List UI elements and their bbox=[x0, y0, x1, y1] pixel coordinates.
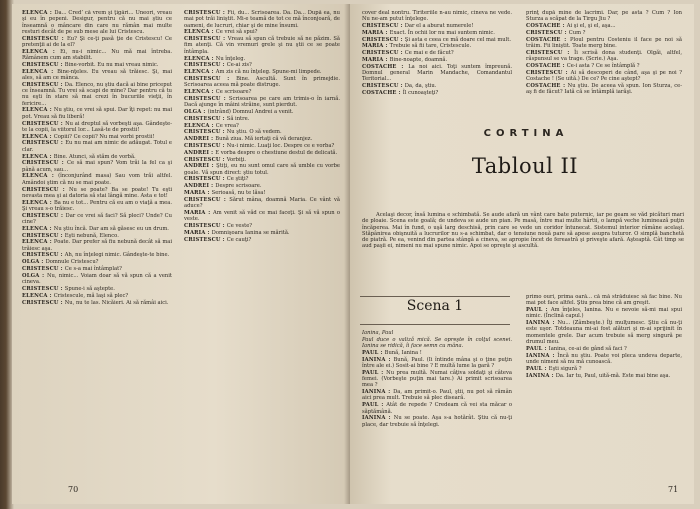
dialogue-line bbox=[22, 82, 172, 107]
dialogue-line bbox=[22, 10, 172, 35]
dialogue-line bbox=[184, 136, 340, 142]
speaker-name: CRISTESCU : bbox=[184, 236, 227, 243]
dialogue-line bbox=[22, 233, 172, 239]
dialogue-line bbox=[362, 337, 512, 350]
line-text: Ce mai e de făcut? bbox=[404, 50, 454, 57]
line-text: Bună ziua. Mă iertaţi că vă deranjez. bbox=[215, 136, 313, 143]
speaker-name: ELENCA : bbox=[22, 48, 61, 55]
speaker-name: CRISTESCU : bbox=[22, 35, 67, 42]
speaker-name: CRISTESCU : bbox=[22, 232, 65, 239]
speaker-name: CRISTESCU : bbox=[184, 223, 227, 229]
speaker-name: ANDREI : bbox=[184, 183, 216, 190]
line-text: cover deal nontru. Tiriteriile n-au nimic, cineva ne vede. Nu ne-am putut înţelege. bbox=[362, 10, 512, 23]
speaker-name: ANDREI : bbox=[184, 163, 217, 170]
speaker-name: IANINA : bbox=[526, 352, 558, 359]
line-text: Ce vrea? bbox=[215, 122, 239, 129]
line-text: Bună, Ianina ! bbox=[384, 349, 422, 356]
speaker-name: MARIA : bbox=[362, 57, 390, 64]
dialogue-line bbox=[22, 239, 172, 252]
dialogue-line bbox=[362, 370, 512, 389]
line-text: Sărut mâna, doamnă Maria. Ce vânt vă aduce? bbox=[184, 196, 340, 210]
speaker-name: CRISTESCU : bbox=[22, 160, 67, 167]
line-text: Exact. În ochii lor nu mai suntem nimic. bbox=[389, 29, 495, 36]
speaker-name: CRISTESCU : bbox=[22, 285, 65, 292]
line-text: Îi scrisă dona studenţi. Olgăi, altfel, răspunsul se va trage. (Scrie.) Aşa. bbox=[526, 49, 682, 63]
line-text: Şi asta e ceea ce mă doare cel mai mult. bbox=[404, 36, 511, 43]
speaker-name: COSTACHE : bbox=[526, 82, 568, 89]
speaker-name: IANINA : bbox=[362, 389, 394, 396]
speaker-name: ELENCA : bbox=[22, 292, 54, 299]
line-text: Vorbiţi. bbox=[226, 156, 247, 163]
speaker-name: CRISTESCU : bbox=[22, 252, 65, 259]
dialogue-line bbox=[526, 353, 682, 366]
dialogue-line bbox=[184, 69, 340, 75]
speaker-name: CRISTESCU : bbox=[526, 69, 571, 76]
dialogue-line bbox=[362, 10, 512, 23]
scena-rule-top bbox=[360, 296, 510, 297]
left-page bbox=[12, 4, 350, 504]
speaker-name: CRISTESCU : bbox=[22, 61, 65, 68]
dialogue-line bbox=[184, 183, 340, 189]
dialogue-line bbox=[22, 213, 172, 226]
line-text: Eu? Şi ce-ţi pasă ţie de Cristescu! Ce pretenţii ai de la el? bbox=[22, 35, 172, 48]
speaker-name: ANDREI : bbox=[184, 136, 216, 143]
line-text: Eu nu mai am nimic de adăugat. Totul e clar. bbox=[22, 140, 172, 153]
speaker-name: CRISTESCU : bbox=[184, 156, 227, 163]
line-text: Cum ? bbox=[568, 29, 586, 36]
line-text: Domnule Cristescu? bbox=[45, 259, 99, 266]
dialogue-line bbox=[22, 200, 172, 213]
line-text: Am zis că nu înţeleg. Spune-mi limpede. bbox=[215, 69, 322, 76]
line-text: Dar ce vrei să faci? Să pleci? Unde? Cu cine? bbox=[22, 212, 172, 225]
speaker-name: COSTACHE : bbox=[362, 90, 403, 97]
right-top-column-2 bbox=[526, 10, 682, 118]
line-text: Nu se poate. Aşa s-a hotărât. Ştiu că nu-ţi place, dar trebuie să înţelegi. bbox=[362, 415, 512, 428]
speaker-name: IANINA : bbox=[526, 372, 556, 379]
dialogue-line bbox=[22, 286, 172, 292]
line-text: Da, am primit-o. Paul, ştii, nu pot să rămân aici prea mult. Trebuie să plec diseară. bbox=[362, 389, 512, 402]
dialogue-line bbox=[526, 320, 682, 345]
line-text: Ce-i asta ? Ce se întâmplă ? bbox=[566, 62, 640, 69]
dialogue-line bbox=[362, 57, 512, 63]
line-text: Ah, nu înţelegi nimic. Gândeşte-te bine. bbox=[64, 252, 170, 259]
speaker-name: MARIA : bbox=[184, 190, 212, 197]
dialogue-line bbox=[22, 62, 172, 68]
line-text: Trebuie să fii tare, Cristescule. bbox=[389, 43, 472, 50]
dialogue-line bbox=[362, 30, 512, 36]
line-text: Eşti nebună, Elenco. bbox=[64, 232, 119, 239]
line-text: Bună, Paul. (Ii întinde mâna şi o ţine puţin între ale ei.) Sosit-ai bine ? E multă lume la gară ? bbox=[362, 356, 512, 369]
dialogue-line bbox=[362, 350, 512, 356]
line-text: Nu, nimic... Voiam doar să vă spun că a venit cineva. bbox=[22, 272, 172, 286]
speaker-name: CRISTESCU : bbox=[362, 83, 405, 90]
line-text: La noi aici. Toţi suntem împreună. Domnul general Marin Mandache, Comandantul Teritorial... bbox=[362, 63, 512, 83]
tablou-intro: Acelaşi decor, însă lumina e schimbată. Se aude afară un vânt care bate puternic, iar pe geam se văd picături mari de ploaie. Scena este goală; de undeva se aude un pian. Pe masă, între mai multe hârtii, o lampă veche luminează puţin încăperea. Mai în fund, o uşă larg deschisă, prin care se vede un coridor întunecat. Sistemul interior rămâne acelaşi. Stăpânirea obişnuită a lucrurilor nu s-a schimbat, dar o tensiune nouă pare să apese asupra tuturor. O simplă banchetă de piatră. Pe ea, venind din partea stângă a cineva, se apropie încet de fereastră şi priveşte afară. Aşteaptă. Cât timp se aud paşii ei, nimeni nu mai spune nimic. Apoi se opreşte şi ascultă. bbox=[362, 212, 684, 250]
line-text: Nu înţeleg. bbox=[215, 55, 246, 62]
speaker-name: CRISTESCU : bbox=[22, 120, 66, 127]
line-text: Bine. Atunci, să stăm de vorbă. bbox=[53, 153, 136, 160]
dialogue-line bbox=[184, 210, 340, 223]
speaker-name: ELENCA : bbox=[184, 69, 216, 76]
speaker-name: CRISTESCU : bbox=[526, 49, 575, 56]
line-text: Ai şi el, şi el, aşa... bbox=[566, 23, 616, 30]
line-text: Nu, nu te las. Nicăieri. Ai să rămâi aici. bbox=[64, 299, 169, 306]
dialogue-line bbox=[526, 30, 682, 36]
dialogue-line bbox=[22, 273, 172, 286]
dialogue-line bbox=[362, 389, 512, 402]
dialogue-line bbox=[22, 160, 172, 173]
dialogue-line bbox=[362, 402, 512, 415]
line-text: Ce cauţi? bbox=[226, 236, 252, 243]
speaker-name: MARIA : bbox=[362, 29, 390, 36]
line-text: Da... Credʼ că vrem şi ţigări... Uneori, vreau şi eu în pepeni. Desigur, pentru că nu mai ştiu ce înseamnă o mâncare din care nu rămân mai multe resturi decât de pe sub mese ale lui Cristescu. bbox=[22, 10, 172, 35]
speaker-name: ELENCA : bbox=[22, 68, 58, 75]
dialogue-line bbox=[184, 36, 340, 55]
dialogue-line bbox=[184, 96, 340, 109]
speaker-name: ELENCA : bbox=[22, 153, 54, 160]
speaker-name: PAUL : bbox=[362, 349, 385, 356]
speaker-name: ELENCA : bbox=[184, 122, 216, 129]
line-text: Da. Iar tu, Paul, uită-mă. Este mai bine aşa. bbox=[555, 372, 671, 379]
line-text: (intrând) Domnul Andrei a venit. bbox=[207, 108, 294, 115]
line-text: Ce ştiţi? bbox=[226, 176, 249, 183]
line-text: Am înţeles, Ianina. Nu e nevoie să-mi mai spui nimic. (Înclină capul.) bbox=[526, 307, 682, 320]
line-text: Ei, nu-i nimic... Nu mă mai întreba. Rămânem cum am stabilit. bbox=[22, 48, 172, 62]
line-text: Ploul pentru Costeniu il face pe noi să trăim. Fii liniştit. Toate merg bine. bbox=[526, 36, 682, 49]
dialogue-line bbox=[362, 23, 512, 29]
dialogue-line bbox=[184, 190, 340, 196]
dialogue-line bbox=[22, 266, 172, 272]
speaker-name: CRISTESCU : bbox=[526, 29, 569, 36]
speaker-name: CRISTESCU : bbox=[22, 212, 66, 219]
line-text: Cristescule, mă laşi să plec? bbox=[53, 292, 129, 299]
speaker-name: ELENCA : bbox=[22, 225, 54, 232]
speaker-name: OLGA : bbox=[184, 108, 208, 115]
line-text: Nu prea multă. Numai câţiva soldaţi şi câteva femei. (Vorbeşte puţin mai tare.) Ai primit scrisoarea mea ? bbox=[362, 369, 512, 389]
right-scene-column-1 bbox=[362, 330, 512, 480]
speaker-name: CRISTESCU : bbox=[184, 196, 230, 203]
dialogue-line bbox=[22, 140, 172, 153]
dialogue-line bbox=[184, 89, 340, 95]
speaker-name: PAUL : bbox=[526, 307, 551, 314]
speaker-name: ELENCA : bbox=[184, 55, 216, 62]
line-text: Vreau să spun că trebuie să ne păzim. Să fim atenţi. Că vin vremuri grele şi nu ştii ce se poate întâmpla. bbox=[184, 36, 340, 55]
speaker-name: CRISTESCU : bbox=[184, 62, 227, 69]
dialogue-line bbox=[184, 62, 340, 68]
line-text: Da, da, ştiu. bbox=[404, 83, 437, 90]
speaker-name: CRISTESCU : bbox=[184, 95, 229, 102]
dialogue-line bbox=[362, 330, 512, 336]
line-text: Ce vrei să spui? bbox=[215, 29, 258, 36]
speaker-name: ELENCA : bbox=[184, 29, 216, 36]
line-text: Dar el a aburat numerele! bbox=[404, 23, 474, 30]
speaker-name: ELENCA : bbox=[22, 107, 54, 114]
speaker-name: COSTACHE : bbox=[526, 23, 567, 30]
dialogue-line bbox=[22, 154, 172, 160]
page-number-right: 71 bbox=[668, 485, 679, 494]
dialogue-line bbox=[22, 121, 172, 134]
dialogue-line bbox=[184, 56, 340, 62]
speaker-name: PAUL : bbox=[362, 402, 387, 409]
dialogue-line bbox=[22, 173, 172, 186]
dialogue-line bbox=[22, 226, 172, 232]
line-text: Fii, du... Scrisoarea. Da. Da... După ea, nu mai pot trăi liniştit. Mi-e teamă de tot ce mă înconjoară, de oameni, de lucruri, chiar şi de mine însumi. bbox=[184, 10, 340, 29]
dialogue-line bbox=[526, 10, 682, 23]
dialogue-line bbox=[184, 157, 340, 163]
speaker-name: ELENCA : bbox=[22, 239, 54, 246]
speaker-name: MARIA : bbox=[184, 229, 212, 236]
speaker-name: CRISTESCU : bbox=[22, 266, 65, 273]
scena-rule-bottom bbox=[360, 324, 510, 325]
speaker-name: IANINA : bbox=[526, 320, 558, 327]
dialogue-line bbox=[526, 83, 682, 96]
dialogue-line bbox=[184, 123, 340, 129]
speaker-name: CRISTESCU : bbox=[184, 36, 228, 43]
line-text: Nu se poate? Ba se poate! Tu eşti nevasta mea şi ai datoria să stai lângă mine. Asta e tot! bbox=[22, 186, 172, 199]
speaker-name: CRISTESCU : bbox=[22, 186, 69, 193]
speaker-name: ELENCA : bbox=[22, 173, 59, 180]
dialogue-line bbox=[184, 143, 340, 149]
speaker-name: CRISTESCU : bbox=[184, 129, 227, 136]
left-column-1 bbox=[22, 10, 172, 480]
dialogue-line bbox=[22, 187, 172, 200]
dialogue-line bbox=[184, 10, 340, 29]
dialogue-line bbox=[184, 129, 340, 135]
line-text: Ianina, ce-ai de gând să faci ? bbox=[548, 345, 627, 352]
line-text: prinţ după mine de lacrimi. Dar, pe asta ? Cum ? Ion Sturza a scăpat de la Tirgu Jiu ? bbox=[526, 10, 682, 23]
page-number-left: 70 bbox=[68, 485, 79, 494]
dialogue-line bbox=[184, 230, 340, 236]
dialogue-line bbox=[362, 415, 512, 428]
dialogue-line bbox=[362, 357, 512, 370]
dialogue-line bbox=[526, 23, 682, 29]
dialogue-line bbox=[526, 307, 682, 320]
line-text: (înconjurând masa) Sau vom trăi altfel. Amândoi ştim că nu se mai poate. bbox=[22, 173, 172, 186]
line-text: Nu... (Zâmbeşte.) Îţi mulţumesc. Ştiu că nu-ţi este uşor. Totdeauna mi-ai fost alături şi m-ai sprijinit în momentele grele. Dar acum trebuie să merg singură pe drumul meu. bbox=[526, 320, 682, 346]
cortina-label: CORTINA bbox=[483, 128, 569, 139]
speaker-name: CRISTESCU : bbox=[22, 140, 66, 147]
speaker-name: OLGA : bbox=[22, 272, 47, 279]
right-top-column-1 bbox=[362, 10, 512, 118]
dialogue-line bbox=[184, 109, 340, 115]
dialogue-line bbox=[526, 50, 682, 63]
speaker-name: CRISTESCU : bbox=[184, 115, 227, 122]
line-text: Ba nu e tot... Pentru că eu am o viaţă a mea. Şi vreau s-o trăiesc. bbox=[22, 199, 172, 212]
dialogue-line bbox=[526, 366, 682, 372]
dialogue-line bbox=[22, 107, 172, 120]
line-text: Eşti sigură ? bbox=[548, 365, 582, 372]
line-text: Copiii? Ce copii? Nu mai vorbi prostii! bbox=[53, 133, 155, 140]
line-text: Poate. Dar prefer să fiu nebună decât să mai trăiesc aşa. bbox=[22, 239, 172, 252]
dialogue-line bbox=[184, 163, 340, 176]
dialogue-line bbox=[22, 69, 172, 82]
speaker-name: CRISTESCU : bbox=[184, 176, 227, 183]
dialogue-line bbox=[362, 83, 512, 89]
line-text: Îl cunoaşteţi? bbox=[402, 90, 439, 97]
dialogue-line bbox=[362, 50, 512, 56]
line-text: Ce scrisoare? bbox=[215, 89, 252, 96]
line-text: Scrisoarea pe care am trimis-o în iarnă. Dacă ajunge în mâini străine, sunt pierdut. bbox=[184, 95, 340, 109]
line-text: Nu-i nimic. Luaţi loc. Despre ce e vorba? bbox=[226, 142, 335, 149]
dialogue-line bbox=[184, 223, 340, 229]
dialogue-line bbox=[362, 90, 512, 96]
dialogue-line bbox=[22, 252, 172, 258]
line-text: primo ouri, prima oară... că mă străduiesc să fac bine. Nu mai pot face altfel. Ştiu prea bine că am greşit. bbox=[526, 294, 682, 307]
line-text: Ai să descoperi de când, aşa şi pe noi ? Costache ! (Se uită.) De ce? Pe cine aştept? bbox=[526, 69, 682, 82]
dialogue-line bbox=[22, 49, 172, 62]
line-text: Bine-noapte, doamnă. bbox=[389, 57, 448, 64]
speaker-name: CRISTESCU : bbox=[184, 75, 237, 82]
dialogue-line bbox=[22, 134, 172, 140]
right-page bbox=[350, 4, 694, 504]
speaker-name: ELENCA : bbox=[184, 89, 216, 96]
speaker-name: COSTACHE : bbox=[362, 63, 409, 70]
line-text: Nu ştiu, ce vrei să spui. Dar îţi repet: nu mai pot. Vreau să fiu liberă! bbox=[22, 107, 172, 120]
right-scene-column-2 bbox=[526, 294, 682, 480]
line-text: Să intre. bbox=[226, 115, 250, 122]
line-text: Bine-nţeles. Eu vreau să trăiesc. Şi, mai ales, să am ce mânca. bbox=[22, 68, 172, 81]
line-text: Domnişoara Ianina se mărită. bbox=[211, 229, 290, 236]
speaker-name: PAUL : bbox=[526, 345, 549, 352]
line-text: Nu ştiu. De aceea vă spun. Ion Sturza, ce-aş fi de făcut? Iată că se întâmplă iarăşi. bbox=[526, 82, 682, 96]
speaker-name: CRISTESCU : bbox=[22, 299, 65, 306]
line-text: Atât de repede ? Credeam că vei sta măcar o săptămână. bbox=[362, 402, 512, 415]
dialogue-line bbox=[362, 43, 512, 49]
line-text: Nu ştiu încă. Dar am să găsesc eu un drum. bbox=[53, 225, 169, 232]
speaker-name: IANINA : bbox=[362, 356, 394, 363]
dialogue-line bbox=[22, 36, 172, 49]
line-text: Nu ştiu. O să vedem. bbox=[226, 129, 282, 136]
dialogue-line bbox=[526, 63, 682, 69]
speaker-name: MARIA : bbox=[362, 43, 390, 50]
line-text: Spune-i să aştepte. bbox=[64, 285, 115, 292]
speaker-name: IANINA : bbox=[362, 415, 394, 422]
dialogue-line bbox=[184, 237, 340, 243]
left-column-2 bbox=[184, 10, 340, 480]
dialogue-line bbox=[184, 116, 340, 122]
line-text: Despre scrisoare. bbox=[215, 183, 262, 190]
speaker-name: PAUL : bbox=[362, 369, 387, 376]
speaker-name: COSTACHE : bbox=[526, 36, 571, 43]
line-text: Ce veste? bbox=[226, 223, 253, 229]
line-text: Bine-vorbit. Eu nu mai vreau nimic. bbox=[64, 61, 159, 68]
speaker-name: COSTACHE : bbox=[526, 62, 567, 69]
speaker-name: ELENCA : bbox=[22, 10, 55, 16]
line-text: Ce-ai zis? bbox=[226, 62, 252, 69]
line-text: Da. Elenco, nu ştiu dacă ai bine priceput ce înseamnă. Tu vrei să scapi de mine? Dar pentru că tu nu eşti în stare să mai crezi în bucuriile vieţii, în fericire... bbox=[22, 81, 172, 107]
dialogue-line bbox=[184, 76, 340, 89]
line-text: Nu ai dreptul să vorbeşti aşa. Gândeşte-te la copii, la viitorul lor... Lasă-te de prostii! bbox=[22, 120, 172, 133]
speaker-name: CRISTESCU : bbox=[22, 81, 65, 88]
speaker-name: ELENCA : bbox=[22, 199, 54, 206]
speaker-name: CRISTESCU : bbox=[362, 36, 405, 43]
line-text: Am venit să văd ce mai faceţi. Şi să vă spun o veste. bbox=[184, 209, 340, 223]
dialogue-line bbox=[526, 373, 682, 379]
speaker-name: PAUL : bbox=[526, 365, 549, 372]
dialogue-line bbox=[22, 293, 172, 299]
dialogue-line bbox=[184, 150, 340, 156]
tablou-title: Tabloul II bbox=[471, 154, 579, 178]
dialogue-line bbox=[526, 294, 682, 307]
speaker-name: CRISTESCU : bbox=[362, 23, 405, 30]
dialogue-line bbox=[22, 300, 172, 306]
speaker-name: CRISTESCU : bbox=[362, 50, 405, 57]
line-text: Ianina, Paul bbox=[362, 330, 394, 336]
speaker-name: ANDREI : bbox=[184, 149, 216, 156]
line-text: Paul duce o valiză mică. Se opreşte în colţul scenei. Ianina se ridică, îi face semn cu mâna. bbox=[362, 336, 512, 350]
dialogue-line bbox=[526, 346, 682, 352]
speaker-name: CRISTESCU : bbox=[184, 142, 227, 149]
line-text: Ce să mai spun? Vom trăi la fel ca şi până acum, sau... bbox=[22, 160, 172, 173]
scena-title: Scena 1 bbox=[406, 298, 464, 314]
line-text: Ce s-a mai întâmplat? bbox=[64, 266, 122, 273]
dialogue-line bbox=[526, 37, 682, 50]
line-text: Bine. Ascultă. Sunt în primejdie. Scrisoarea aceea mă poate distruge. bbox=[184, 75, 340, 89]
dialogue-line bbox=[22, 259, 172, 265]
dialogue-line bbox=[184, 176, 340, 182]
speaker-name: CRISTESCU : bbox=[184, 10, 228, 16]
dialogue-line bbox=[184, 29, 340, 35]
speaker-name: ELENCA : bbox=[22, 133, 54, 140]
dialogue-line bbox=[184, 197, 340, 210]
speaker-name: MARIA : bbox=[184, 209, 213, 216]
dialogue-line bbox=[526, 70, 682, 83]
line-text: Serioasă, nu te lăsa! bbox=[211, 190, 266, 197]
speaker-name: OLGA : bbox=[22, 259, 46, 266]
line-text: Ştiţi, eu nu sunt omul care să umble cu vorbe goale. Vă spun direct: ştiu totul. bbox=[184, 163, 340, 176]
line-text: Încă nu ştiu. Poate voi pleca undeva departe, unde nimeni să nu mă cunoască. bbox=[526, 352, 682, 365]
line-text: E vorba despre o chestiune destul de delicată. bbox=[215, 149, 338, 156]
dialogue-line bbox=[362, 64, 512, 83]
